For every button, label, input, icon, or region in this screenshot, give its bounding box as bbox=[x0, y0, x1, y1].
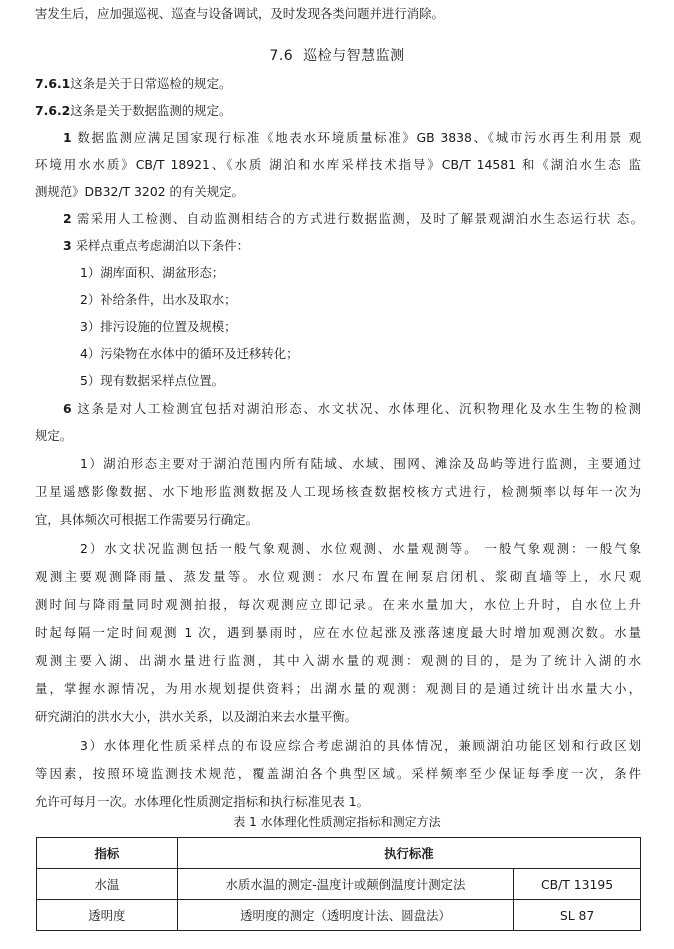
item1-line2: 环境用水水质》CB/T 18921、《水质 湖泊和水库采样技术指导》CB/T 14581 和《湖泊水生态 监 bbox=[35, 157, 641, 172]
item-text: 这条是对人工检测宜包括对湖泊形态、水文状况、水体理化、沉积物理化及水生生物的检测 bbox=[77, 401, 641, 416]
para2-line1: 2）水文状况监测包括一般气象观测、水位观测、水量观测等。 一般气象观测：一般气象 bbox=[80, 541, 641, 556]
cell-method: 透明度的测定（透明度计法、圆盘法） bbox=[177, 900, 513, 931]
cell-method: 水质水温的测定-温度计或颠倒温度计测定法 bbox=[177, 869, 513, 900]
clause-7-6-1 bbox=[35, 76, 674, 92]
para3-line1: 3）水体理化性质采样点的布设应综合考虑湖泊的具体情况，兼顾湖泊功能区划和行政区划 bbox=[80, 738, 641, 753]
cell-indicator: 水温 bbox=[37, 869, 178, 900]
item6-line2: 规定。 bbox=[35, 428, 73, 443]
header-standard: 执行标准 bbox=[177, 838, 640, 869]
item-number: 3 bbox=[63, 238, 72, 253]
para1-line1: 1）湖泊形态主要对于湖泊范围内所有陆域、水域、围网、滩涂及岛屿等进行监测，主要通过 bbox=[80, 456, 641, 471]
para2-line7: 研究湖泊的洪水大小，洪水关系，以及湖泊来去水量平衡。 bbox=[35, 709, 358, 724]
item3-sub-4: 4）污染物在水体中的循环及迁移转化； bbox=[80, 346, 299, 361]
para3-line3: 允许可每月一次。水体理化性质测定指标和执行标准见表 1。 bbox=[35, 794, 369, 809]
cell-code: SL 87 bbox=[514, 900, 641, 931]
item1-line1 bbox=[63, 130, 641, 146]
section-title: 巡检与智慧监测 bbox=[303, 48, 405, 64]
item3-sub-1: 1）湖库面积、湖盆形态； bbox=[80, 265, 225, 280]
item3-line bbox=[63, 238, 674, 254]
item-number: 6 bbox=[63, 401, 72, 416]
item6-line1 bbox=[63, 401, 641, 417]
clause-text: 这条是关于日常巡检的规定。 bbox=[70, 76, 232, 91]
cell-indicator: 透明度 bbox=[37, 900, 178, 931]
standards-table bbox=[36, 837, 641, 931]
para2-line4: 时起每隔一定时间观测 1 次，遇到暴雨时，应在水位起涨及涨落速度最大时增加观测次数。水量 bbox=[35, 625, 641, 640]
clause-number: 7.6.2 bbox=[35, 103, 71, 118]
section-number: 7.6 bbox=[269, 48, 294, 64]
table-caption: 表 1 水体理化性质测定指标和测定方法 bbox=[233, 815, 441, 829]
table-header-row bbox=[37, 838, 641, 869]
item-number: 1 bbox=[63, 130, 72, 145]
table-row bbox=[37, 900, 641, 931]
top-line: 害发生后，应加强巡视、巡查与设备调试，及时发现各类问题并进行消除。 bbox=[35, 6, 444, 21]
item-text: 采样点重点考虑湖泊以下条件： bbox=[75, 238, 250, 253]
para3-line2: 等因素，按照环境监测技术规范，覆盖湖泊各个典型区域。采样频率至少保证每季度一次，条件 bbox=[35, 766, 641, 781]
cell-code: CB/T 13195 bbox=[514, 869, 641, 900]
table-row bbox=[37, 869, 641, 900]
header-indicator: 指标 bbox=[37, 838, 178, 869]
para2-line3: 测时间与降雨量同时观测拍报，每次观测应立即记录。在来水量加大，水位上升时，自水位上升 bbox=[35, 597, 641, 612]
clause-number: 7.6.1 bbox=[35, 76, 71, 91]
item-number: 2 bbox=[63, 211, 72, 226]
item3-sub-5: 5）现有数据采样点位置。 bbox=[80, 373, 225, 388]
item2-line bbox=[63, 211, 643, 227]
item1-line3: 测规范》DB32/T 3202 的有关规定。 bbox=[35, 184, 244, 199]
clause-7-6-2 bbox=[35, 103, 674, 119]
item-text: 数据监测应满足国家现行标准《地表水环境质量标准》GB 3838、《城市污水再生利用景 观 bbox=[77, 130, 641, 145]
item-text: 需采用人工检测、自动监测相结合的方式进行数据监测，及时了解景观湖泊水生态运行状 态。 bbox=[76, 211, 643, 226]
clause-text: 这条是关于数据监测的规定。 bbox=[70, 103, 232, 118]
item3-sub-2: 2）补给条件，出水及取水； bbox=[80, 292, 237, 307]
item3-sub-3: 3）排污设施的位置及规模； bbox=[80, 319, 237, 334]
para2-line5: 观测主要入湖、出湖水量进行监测，其中入湖水量的观测：观测的目的，是为了统计入湖的水 bbox=[35, 653, 641, 668]
para1-line3: 宜，具体频次可根据工作需要另行确定。 bbox=[35, 512, 259, 527]
para2-line6: 量，掌握水源情况，为用水规划提供资料；出湖水量的观测：观测目的是通过统计出水量大小， bbox=[35, 681, 641, 696]
para1-line2: 卫星遥感影像数据、水下地形监测数据及人工现场核查数据校核方式进行，检测频率以每年一次为 bbox=[35, 484, 641, 499]
section-heading bbox=[0, 45, 674, 65]
para2-line2: 观测主要观测降雨量、蒸发量等。水位观测：水尺布置在闸泵启闭机、浆砌直墙等上，水尺观 bbox=[35, 569, 641, 584]
